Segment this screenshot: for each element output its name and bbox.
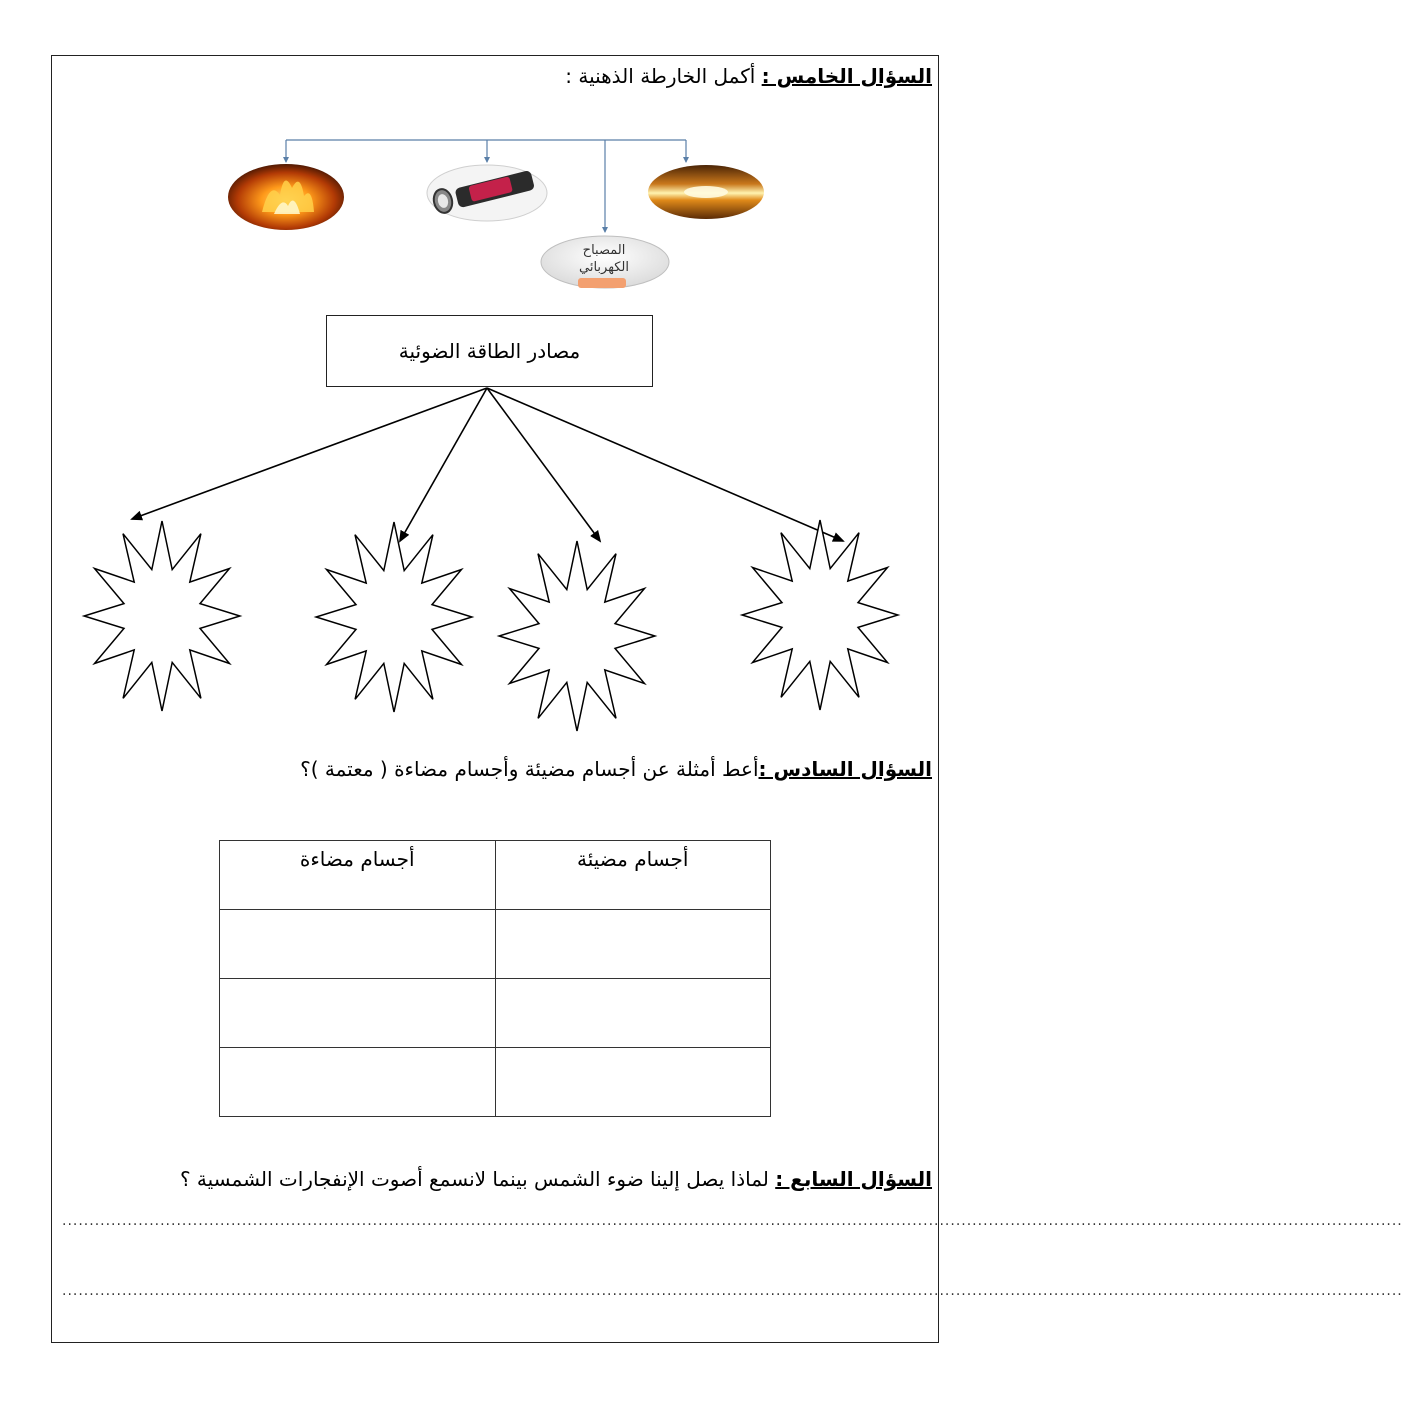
table-row: [220, 979, 771, 1048]
answer-cell[interactable]: [220, 979, 496, 1048]
question-6-text: أعط أمثلة عن أجسام مضيئة وأجسام مضاءة ( معتمة )؟: [300, 757, 759, 781]
lamp-label: المصباح الكهربائي: [579, 243, 629, 275]
starburst-2[interactable]: [316, 522, 472, 712]
question-7-label: السؤال السابع :: [775, 1167, 932, 1191]
answer-cell[interactable]: [220, 910, 496, 979]
question-7-text: لماذا يصل إلينا ضوء الشمس بينما لانسمع أصوت الإنفجارات الشمسية ؟: [179, 1167, 776, 1191]
flashlight-image: [427, 165, 547, 221]
answer-starbursts: [84, 520, 898, 731]
question-6-label: السؤال السادس :: [758, 757, 932, 781]
table-row: [220, 910, 771, 979]
table-row: [220, 1048, 771, 1117]
answer-cell[interactable]: [495, 910, 771, 979]
mind-map-center: مصادر الطاقة الضوئية: [326, 315, 653, 387]
question-6: [300, 757, 932, 781]
starburst-1[interactable]: [84, 521, 240, 711]
question-5-text: أكمل الخارطة الذهنية :: [565, 64, 762, 88]
answer-cell[interactable]: [495, 1048, 771, 1117]
answer-line-2[interactable]: ......................................................................................................................................................................................................................................................: [62, 1283, 1403, 1299]
mind-map-arrows: [132, 388, 843, 541]
header-luminous: أجسام مضيئة: [495, 841, 771, 910]
sun-image: [648, 165, 764, 219]
answer-cell[interactable]: [220, 1048, 496, 1117]
header-illuminated: أجسام مضاءة: [220, 841, 496, 910]
question-7: [180, 1167, 932, 1191]
objects-table: [219, 840, 771, 1117]
answer-cell[interactable]: [495, 979, 771, 1048]
fire-image: [228, 164, 344, 230]
question-5-label: السؤال الخامس :: [761, 64, 932, 88]
starburst-3[interactable]: [499, 541, 655, 731]
answer-line-1[interactable]: ......................................................................................................................................................................................................................................................: [62, 1213, 1403, 1229]
starburst-4[interactable]: [742, 520, 898, 710]
